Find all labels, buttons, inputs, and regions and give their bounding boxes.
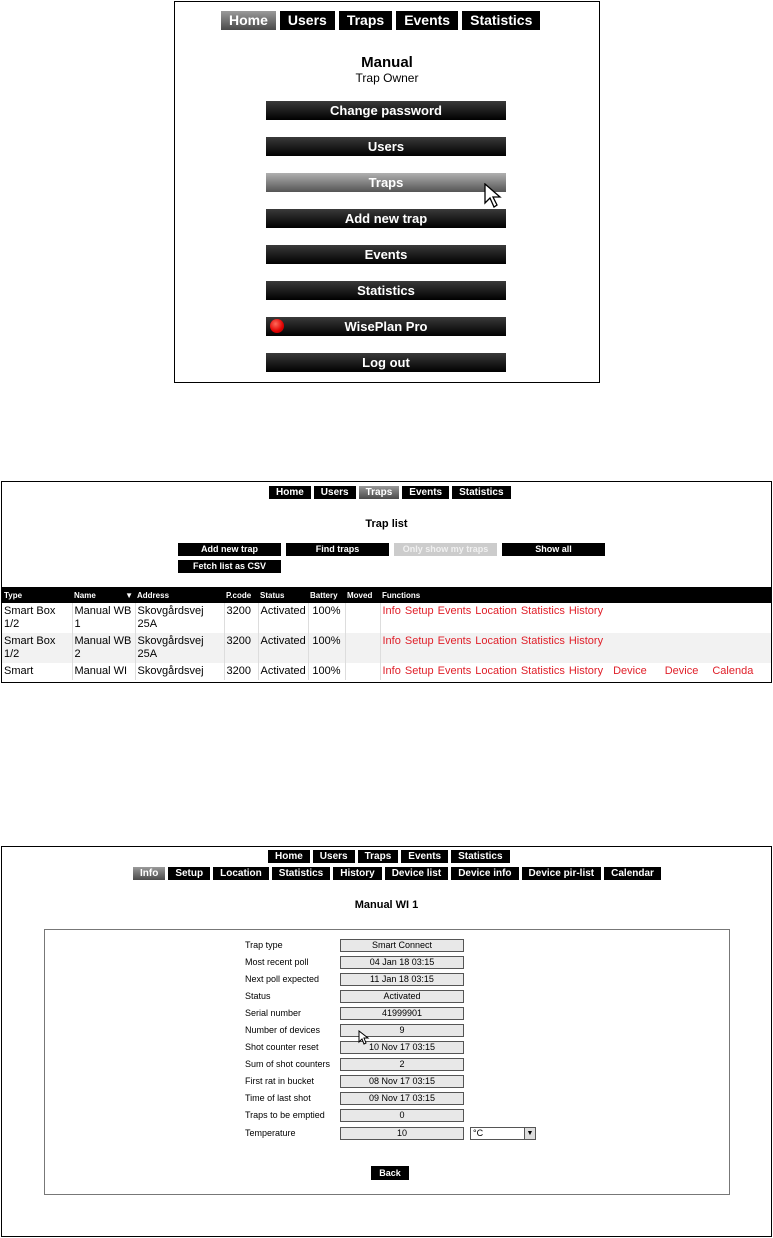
page-title: Manual WI 1 <box>354 899 419 911</box>
cell-functions <box>380 633 772 663</box>
tab-device-pir-list[interactable]: Device pir-list <box>522 867 602 880</box>
nav-events-tab[interactable]: Events <box>402 486 449 499</box>
events-link[interactable]: Events <box>437 605 472 617</box>
field-label: Most recent poll <box>245 957 309 967</box>
tab-calendar[interactable]: Calendar <box>604 867 661 880</box>
field-value: 41999901 <box>340 1007 464 1020</box>
col-address[interactable]: Address <box>135 587 224 603</box>
cell-battery: 100% <box>308 663 345 680</box>
events-link[interactable]: Events <box>437 635 472 647</box>
cell-name: Manual WI <box>72 663 135 680</box>
table-row <box>2 633 772 663</box>
info-link[interactable]: Info <box>382 605 401 617</box>
trap-subnav <box>133 867 661 880</box>
field-value: 2 <box>340 1058 464 1071</box>
statistics-button[interactable]: Statistics <box>266 281 506 300</box>
nav-traps-tab[interactable]: Traps <box>359 486 400 499</box>
find-traps-button[interactable]: Find traps <box>286 543 389 556</box>
only-show-my-traps-button[interactable]: Only show my traps <box>394 543 497 556</box>
device-list-link[interactable]: Device <box>613 665 647 677</box>
field-label: Next poll expected <box>245 974 320 984</box>
wiseplan-pro-label: WisePlan Pro <box>344 319 428 334</box>
cell-status: Activated <box>258 633 308 663</box>
field-label: Traps to be emptied <box>245 1110 325 1120</box>
cell-pcode: 3200 <box>224 633 258 663</box>
field-value: 10 Nov 17 03:15 <box>340 1041 464 1054</box>
trap-info-box <box>44 929 730 1195</box>
events-button[interactable]: Events <box>266 245 506 264</box>
main-nav <box>221 11 540 30</box>
col-functions: Functions <box>380 587 772 603</box>
status-dot-icon <box>270 319 284 333</box>
setup-link[interactable]: Setup <box>404 635 434 647</box>
trap-list-panel <box>1 481 772 683</box>
col-name[interactable] <box>72 587 135 603</box>
field-label: Trap type <box>245 940 283 950</box>
user-role: Trap Owner <box>355 71 419 85</box>
nav-home-tab[interactable]: Home <box>221 11 276 30</box>
cell-name: Manual WB 1 <box>72 603 135 633</box>
statistics-link[interactable]: Statistics <box>520 635 565 647</box>
field-label: Temperature <box>245 1128 296 1138</box>
cell-address: Skovgårdsvej <box>135 663 224 680</box>
mouse-cursor-icon <box>358 1030 370 1046</box>
tab-device-info[interactable]: Device info <box>451 867 518 880</box>
col-battery[interactable]: Battery <box>308 587 345 603</box>
nav-statistics-tab[interactable]: Statistics <box>452 486 510 499</box>
calendar-link[interactable]: Calenda <box>712 665 754 677</box>
main-nav <box>269 486 511 499</box>
sort-down-icon: ▼ <box>125 590 133 600</box>
trap-info-panel <box>1 846 772 1237</box>
temperature-unit-value: °C <box>473 1128 484 1138</box>
history-link[interactable]: History <box>568 605 604 617</box>
cell-moved <box>345 633 380 663</box>
cell-functions <box>380 603 772 633</box>
add-new-trap-button[interactable]: Add new trap <box>178 543 281 556</box>
field-label: Number of devices <box>245 1025 321 1035</box>
cell-address: Skovgårdsvej 25A <box>135 633 224 663</box>
device-info-link[interactable]: Device <box>664 665 699 677</box>
cell-pcode: 3200 <box>224 663 258 680</box>
temperature-unit-select[interactable] <box>470 1127 536 1140</box>
nav-users-tab[interactable]: Users <box>280 11 335 30</box>
field-value: 9 <box>340 1024 464 1037</box>
table-row <box>2 603 772 633</box>
nav-users-tab[interactable]: Users <box>313 850 355 863</box>
events-link[interactable]: Events <box>437 665 472 677</box>
page-title: Trap list <box>365 518 408 530</box>
cell-name: Manual WB 2 <box>72 633 135 663</box>
table-header <box>2 587 772 603</box>
tab-statistics[interactable]: Statistics <box>272 867 330 880</box>
cell-functions <box>380 663 772 680</box>
tab-setup[interactable]: Setup <box>168 867 210 880</box>
col-name-label: Name <box>74 590 96 600</box>
fetch-csv-button[interactable]: Fetch list as CSV <box>178 560 281 573</box>
tab-history[interactable]: History <box>333 867 381 880</box>
nav-statistics-tab[interactable]: Statistics <box>462 11 540 30</box>
back-button[interactable]: Back <box>371 1166 409 1180</box>
nav-traps-tab[interactable]: Traps <box>339 11 392 30</box>
traps-button[interactable]: Traps <box>266 173 506 192</box>
cell-status: Activated <box>258 603 308 633</box>
table-row <box>2 663 772 680</box>
field-label: Shot counter reset <box>245 1042 319 1052</box>
field-value: 11 Jan 18 03:15 <box>340 973 464 986</box>
user-name: Manual <box>361 54 413 71</box>
cell-type: Smart Box 1/2 <box>2 603 72 633</box>
col-status[interactable]: Status <box>258 587 308 603</box>
cell-battery: 100% <box>308 633 345 663</box>
col-pcode[interactable]: P.code <box>224 587 258 603</box>
location-link[interactable]: Location <box>475 635 517 647</box>
cell-pcode: 3200 <box>224 603 258 633</box>
location-link[interactable]: Location <box>475 605 517 617</box>
nav-traps-tab[interactable]: Traps <box>358 850 399 863</box>
field-label: Sum of shot counters <box>245 1059 331 1069</box>
cell-type: Smart Box 1/2 <box>2 633 72 663</box>
tab-location[interactable]: Location <box>213 867 269 880</box>
nav-home-tab[interactable]: Home <box>269 486 311 499</box>
setup-link[interactable]: Setup <box>404 605 434 617</box>
field-value: 10 <box>340 1127 464 1140</box>
field-label: Status <box>245 991 271 1001</box>
wiseplan-pro-button[interactable] <box>266 317 506 336</box>
tab-device-list[interactable]: Device list <box>385 867 448 880</box>
log-out-button[interactable]: Log out <box>266 353 506 372</box>
field-value: 0 <box>340 1109 464 1122</box>
cell-type: Smart <box>2 663 72 680</box>
location-link[interactable]: Location <box>475 665 517 677</box>
field-value: Smart Connect <box>340 939 464 952</box>
history-link[interactable]: History <box>568 665 604 677</box>
field-value: Activated <box>340 990 464 1003</box>
col-moved[interactable]: Moved <box>345 587 380 603</box>
statistics-link[interactable]: Statistics <box>520 605 565 617</box>
tab-info[interactable]: Info <box>133 867 165 880</box>
cell-battery: 100% <box>308 603 345 633</box>
users-button[interactable]: Users <box>266 137 506 156</box>
info-link[interactable]: Info <box>382 665 401 677</box>
field-value: 09 Nov 17 03:15 <box>340 1092 464 1105</box>
field-value: 04 Jan 18 03:15 <box>340 956 464 969</box>
cell-moved <box>345 663 380 680</box>
home-panel <box>174 1 600 383</box>
cell-address: Skovgårdsvej 25A <box>135 603 224 633</box>
history-link[interactable]: History <box>568 635 604 647</box>
add-new-trap-button[interactable]: Add new trap <box>266 209 506 228</box>
field-label: First rat in bucket <box>245 1076 315 1086</box>
main-nav <box>268 850 510 863</box>
nav-users-tab[interactable]: Users <box>314 486 356 499</box>
col-type[interactable]: Type <box>2 587 72 603</box>
statistics-link[interactable]: Statistics <box>520 665 565 677</box>
field-value: 08 Nov 17 03:15 <box>340 1075 464 1088</box>
mouse-cursor-icon <box>484 183 502 209</box>
cell-moved <box>345 603 380 633</box>
nav-events-tab[interactable]: Events <box>401 850 448 863</box>
nav-statistics-tab[interactable]: Statistics <box>451 850 509 863</box>
show-all-button[interactable]: Show all <box>502 543 605 556</box>
nav-events-tab[interactable]: Events <box>396 11 458 30</box>
dropdown-arrow-icon: ▼ <box>524 1128 535 1139</box>
field-label: Serial number <box>245 1008 302 1018</box>
cell-status: Activated <box>258 663 308 680</box>
setup-link[interactable]: Setup <box>404 665 434 677</box>
nav-home-tab[interactable]: Home <box>268 850 310 863</box>
field-label: Time of last shot <box>245 1093 311 1103</box>
trap-table <box>2 587 772 680</box>
change-password-button[interactable]: Change password <box>266 101 506 120</box>
info-link[interactable]: Info <box>382 635 401 647</box>
